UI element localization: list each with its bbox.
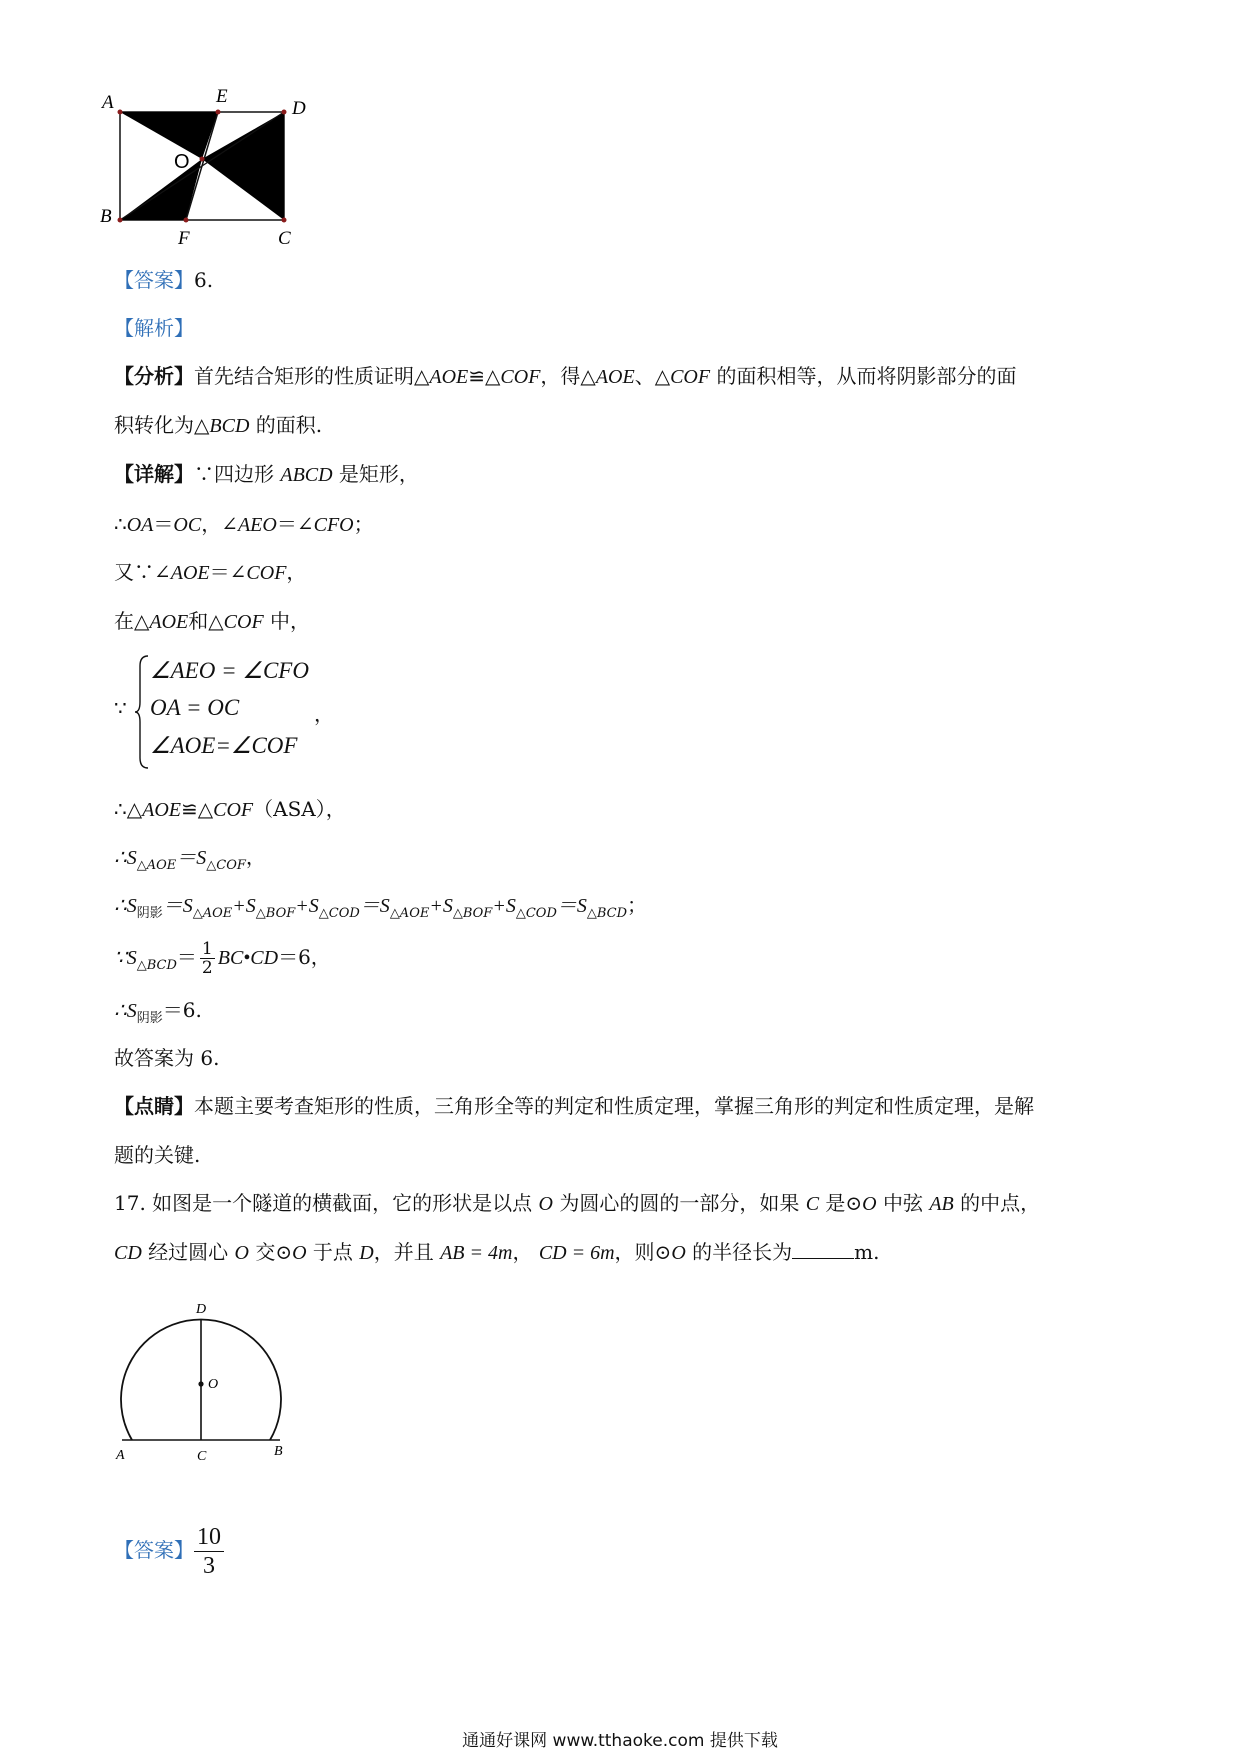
keypoint-line-2: 题的关键. (114, 1143, 201, 1167)
label-d: D (292, 98, 306, 119)
solution-line-6: $\therefore S_{\triangle AOE}=S_{\triangle COF}$， (114, 845, 266, 873)
label-c: C (278, 228, 291, 249)
label-o: O (208, 1377, 219, 1392)
label-e: E (216, 88, 228, 107)
because-symbol: ∵ (114, 696, 127, 720)
left-brace (134, 654, 150, 770)
center-o (198, 1381, 203, 1386)
answer-blank (792, 1240, 854, 1259)
shaded-triangle-aoe (120, 112, 218, 159)
analysis-line-1: 【分析】首先结合矩形的性质证明△AOE≌△COF，得△AOE、△COF 的面积相等，从而将阴影部分的面 (114, 364, 1017, 388)
solution-line-1: 【详解】∵四边形 ABCD 是矩形， (114, 462, 419, 486)
label-a: A (116, 1448, 125, 1463)
page-footer: 通通好课网 www.tthaoke.com 提供下载 (462, 1731, 778, 1751)
label-a: A (102, 92, 114, 113)
system-row-2: OA = OC (150, 695, 240, 720)
analysis-line-2: 积转化为△BCD 的面积. (114, 413, 323, 437)
q17-line-1: 17. 如图是一个隧道的横截面，它的形状是以点 O 为圆心的圆的一部分，如果 C 是⊙O 中弦 AB 的中点， (114, 1191, 1041, 1215)
answer-16 (114, 266, 213, 294)
label-o: O (174, 151, 190, 173)
label-b: B (100, 206, 112, 227)
system-row-3: ∠AOE=∠COF (150, 733, 298, 758)
fraction-ten-thirds: $\frac{10}{3}$ (194, 1523, 224, 1580)
solution-line-7: $\therefore S_{阴影}=S_{\triangle AOE}+S_{\triangle BOF}+S_{\triangle COD}=S_{\triangle AOE}+S_{\triangle BOF}+S_{\triangle COD}=S_{\triangle BCD}$； (114, 893, 648, 921)
solution-line-3: 又∵∠AOE＝∠COF， (114, 560, 307, 584)
label-d: D (196, 1302, 207, 1317)
answer-tag: 【答案】 (114, 268, 194, 292)
label-f: F (178, 228, 190, 249)
solution-line-9: $\therefore S_{阴影}=6$. (114, 998, 202, 1026)
solution-line-2: ∴OA＝OC，∠AEO＝∠CFO； (114, 512, 374, 536)
label-b: B (274, 1444, 283, 1459)
q17-line-2: CD 经过圆心 O 交⊙O 于点 D，并且 AB = 4m， CD = 6m，则⊙O 的半径长为 m. (114, 1240, 880, 1264)
keypoint-line-1: 【点睛】本题主要考查矩形的性质，三角形全等的判定和性质定理，掌握三角形的判定和性质定理，是解 (114, 1094, 1034, 1118)
label-c: C (197, 1449, 207, 1464)
jiexi-heading: 【解析】 (114, 316, 194, 340)
shaded-triangle-cod (202, 112, 284, 220)
system-comma: ， (314, 702, 334, 726)
fraction-one-half: $\frac{1}{2}$ (201, 939, 213, 978)
solution-line-4: 在△AOE和△COF 中， (114, 609, 311, 633)
answer-17 (114, 1520, 224, 1580)
answer-tag: 【答案】 (114, 1538, 194, 1562)
solution-line-8: $\because S_{\triangle BCD}=$ $\frac{1}{2}$ BC•CD＝6， (114, 939, 331, 978)
answer-value: 6. (194, 268, 214, 292)
shaded-triangle-bof (120, 159, 202, 220)
rectangle-figure (100, 88, 340, 258)
solution-line-10: 故答案为 6. (114, 1046, 220, 1070)
tunnel-figure (110, 1296, 310, 1476)
equation-system (114, 652, 434, 772)
solution-line-5: ∴△AOE≌△COF（ASA）， (114, 797, 346, 821)
system-row-1: ∠AEO = ∠CFO (150, 658, 309, 683)
